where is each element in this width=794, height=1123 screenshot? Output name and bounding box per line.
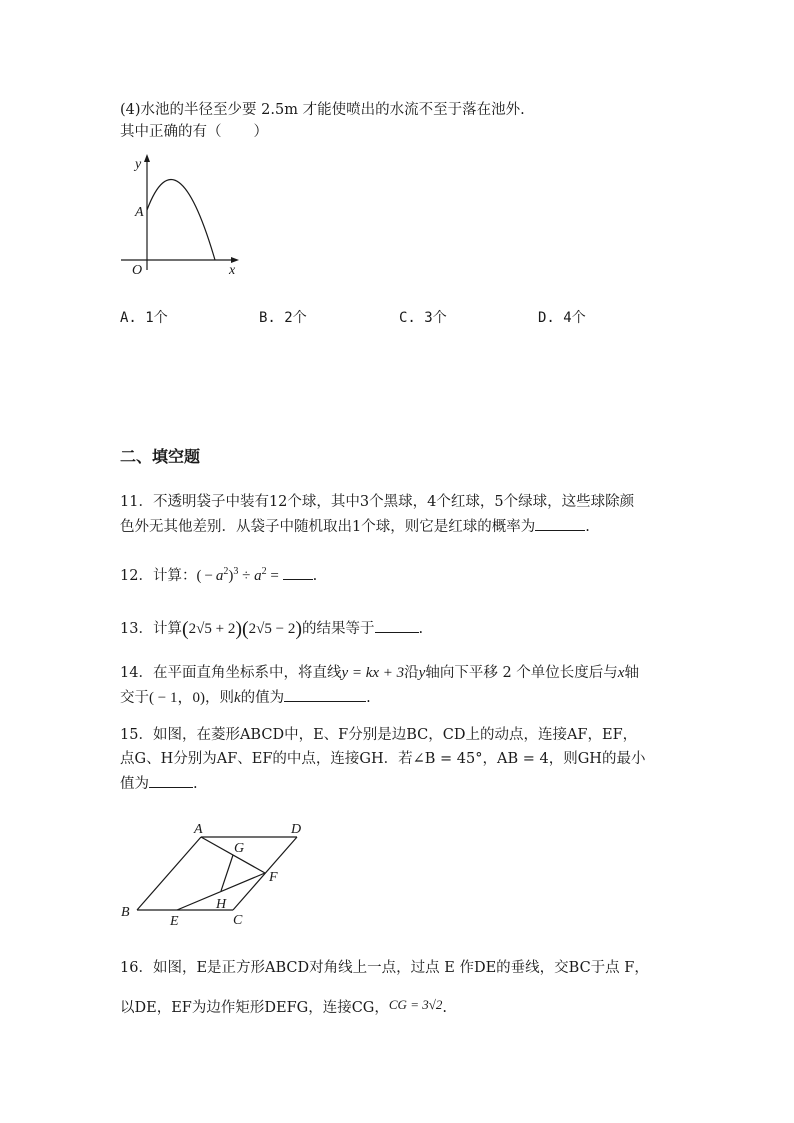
q14-line2-post: 的值为 (240, 690, 285, 706)
q11-line2 (120, 516, 590, 537)
q14-axis-y: y (418, 665, 426, 681)
q15-rhombus-figure (115, 818, 315, 930)
label-d: D (291, 822, 302, 837)
q10-option-b: B. 2个 (259, 310, 307, 326)
q14-point: ( − 1，0) (149, 690, 205, 706)
side-ab (137, 837, 201, 910)
q15-line3-pre: 值为 (120, 776, 149, 792)
y-axis-label: y (135, 157, 142, 172)
label-c: C (233, 913, 243, 928)
q10-prompt-pre: 其中正确的有（ (120, 124, 222, 140)
q14-line2-pre: 交于 (120, 690, 149, 706)
q14-k: k (233, 690, 241, 706)
q16-line2 (120, 995, 447, 1018)
q15-line3 (120, 773, 198, 794)
q14-axis-x: x (617, 665, 625, 681)
q14-expression: y = kx + 3 (341, 665, 405, 681)
q11-answer-blank (535, 516, 585, 531)
q14-line1 (120, 663, 639, 683)
q11-line2-text: 色外无其他差别．从袋子中随机取出1个球，则它是红球的概率为 (120, 519, 536, 535)
q10-option-d: D. 4个 (538, 310, 586, 326)
parabola-curve (147, 180, 215, 260)
q14-mid2: 轴向下平移 2 个单位长度后与 (425, 665, 618, 681)
label-a: A (194, 822, 203, 837)
q16-line2-text: 以DE，EF为边作矩形DEFG，连接CG， (120, 1000, 389, 1016)
q10-parabola-graph (115, 150, 255, 280)
q10-prompt-post: ） (253, 124, 268, 140)
q13-answer-blank (375, 618, 419, 633)
label-b: B (121, 905, 130, 920)
q13-post: 的结果等于 (302, 621, 375, 637)
q13-expression: (2√5 + 2)(2√5 − 2) (181, 618, 303, 640)
q12-line (120, 562, 317, 586)
q14-line2 (120, 687, 371, 708)
q12-expression: ( − $a^2)^3 \div a^2$ = (196, 566, 283, 584)
q10-option-c: C. 3个 (399, 310, 447, 326)
q14-mid1: 沿 (404, 665, 419, 681)
label-h: H (216, 897, 227, 912)
q15-line1: 15．如图，在菱形ABCD中，E、F分别是边BC，CD上的动点，连接AF，EF， (120, 727, 638, 743)
q10-option-a: A. 1个 (120, 310, 168, 326)
q12-end: . (312, 568, 318, 584)
point-a-label: A (135, 205, 144, 220)
q14-line2-mid: ，则 (204, 690, 234, 706)
x-axis-label: x (229, 263, 236, 278)
q13-end: . (418, 621, 424, 637)
q10-prompt (120, 122, 268, 142)
q13-line (120, 618, 423, 639)
q11-line1: 11．不透明袋子中装有12个球，其中3个黑球，4个红球，5个绿球，这些球除颜 (120, 494, 635, 510)
q14-end: . (366, 690, 371, 706)
section-title: 二、填空题 (120, 447, 201, 466)
y-axis-arrow (144, 154, 150, 162)
q16-end: . (442, 1000, 447, 1016)
label-e: E (170, 914, 179, 929)
label-g: G (234, 841, 245, 856)
q15-end: . (193, 776, 198, 792)
origin-label: O (132, 263, 143, 278)
q16-line1: 16．如图，E是正方形ABCD对角线上一点，过点 E 作DE的垂线，交BC于点 F， (120, 960, 649, 976)
q10-item4: (4)水池的半径至少要 2.5m 才能使喷出的水流不至于落在池外. (120, 102, 525, 118)
q14-pre: 14．在平面直角坐标系中，将直线 (120, 665, 342, 681)
q12-pre: 12．计算： (120, 568, 197, 584)
q11-end: . (585, 519, 590, 535)
q12-answer-blank (283, 565, 313, 580)
q15-answer-blank (149, 773, 193, 788)
q14-mid3: 轴 (624, 665, 639, 681)
q15-line2: 点G、H分别为AF、EF的中点，连接GH．若∠B = 45°，AB = 4，则GH的最小 (120, 751, 646, 767)
segment-gh (221, 855, 233, 891)
q13-pre: 13．计算 (120, 621, 182, 637)
q16-expression: CG = 3√2 (388, 997, 443, 1012)
q14-answer-blank (284, 687, 366, 702)
label-f: F (269, 870, 278, 885)
